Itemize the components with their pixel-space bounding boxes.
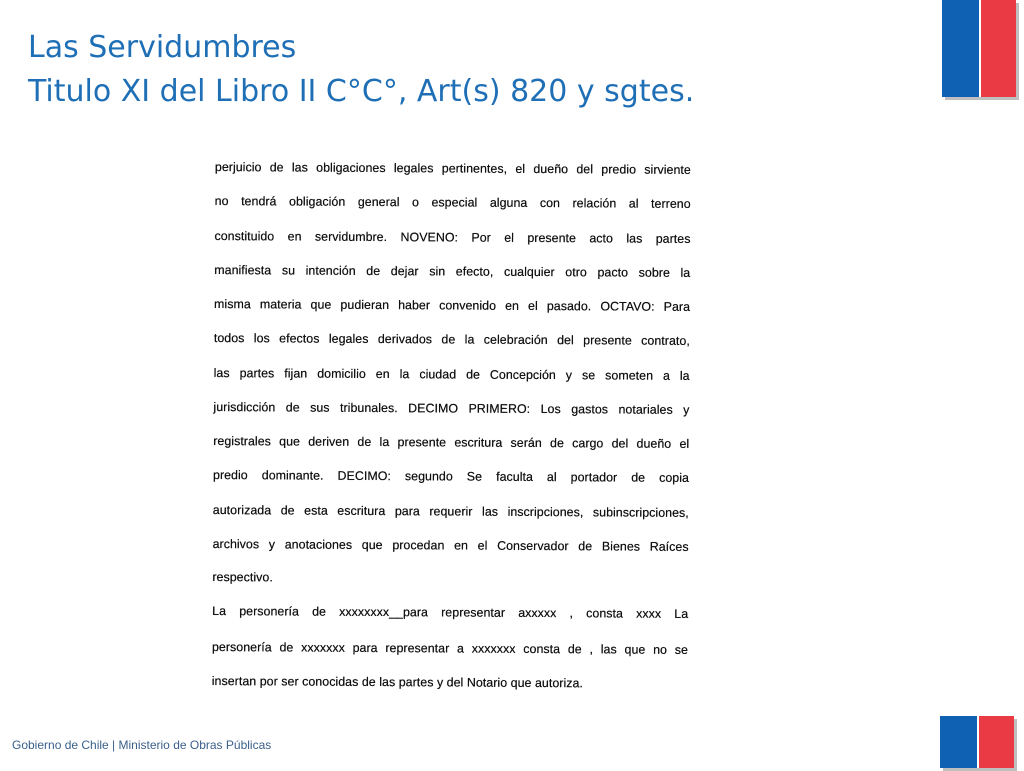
- document-line: predio dominante. DECIMO: segundo Se faculta al portador de copia: [212, 468, 690, 485]
- flag-logo-top: [942, 0, 1016, 97]
- slide-title: [28, 26, 694, 114]
- scanned-document: [210, 152, 693, 700]
- flag-blue-stripe: [940, 716, 977, 768]
- document-line: autorizada de esta escritura para requerir las inscripciones, subinscripciones,: [212, 503, 689, 520]
- slide-title-line-2: Titulo XI del Libro II C°C°, Art(s) 820 y sgtes.: [28, 74, 695, 109]
- document-line: perjuicio de las obligaciones legales pertinentes, el dueño del predio sirviente: [214, 160, 691, 177]
- document-line: La personería de xxxxxxxx__para representar axxxxx , consta xxxx La: [212, 604, 689, 621]
- document-line: no tendrá obligación general o especial alguna con relación al terreno: [214, 194, 691, 211]
- document-line: las partes fijan domicilio en la ciudad de Concepción y se someten a la: [213, 366, 690, 383]
- document-line: respectivo.: [212, 570, 273, 585]
- flag-red-stripe: [977, 716, 1014, 768]
- flag-red-stripe: [979, 0, 1016, 97]
- footer-text: Gobierno de Chile | Ministerio de Obras Públicas: [12, 738, 272, 752]
- document-line: todos los efectos legales derivados de la celebración del presente contrato,: [213, 331, 690, 348]
- flag-logo-bottom: [940, 716, 1014, 768]
- document-line: manifiesta su intención de dejar sin efecto, cualquier otro pacto sobre la: [214, 263, 691, 280]
- document-line: personería de xxxxxxx para representar a xxxxxxx consta de , las que no se: [211, 640, 689, 657]
- document-line: archivos y anotaciones que procedan en el Conservador de Bienes Raíces: [212, 537, 689, 554]
- slide-title-line-1: Las Servidumbres: [28, 30, 297, 65]
- document-line: insertan por ser conocidas de las partes y del Notario que autoriza.: [211, 674, 584, 691]
- document-line: jurisdicción de sus tribunales. DECIMO PRIMERO: Los gastos notariales y: [213, 400, 690, 417]
- document-line: misma materia que pudieran haber convenido en el pasado. OCTAVO: Para: [214, 297, 691, 314]
- flag-blue-stripe: [942, 0, 979, 97]
- document-line: constituido en servidumbre. NOVENO: Por el presente acto las partes: [214, 229, 691, 246]
- document-line: registrales que deriven de la presente escritura serán de cargo del dueño el: [213, 434, 690, 451]
